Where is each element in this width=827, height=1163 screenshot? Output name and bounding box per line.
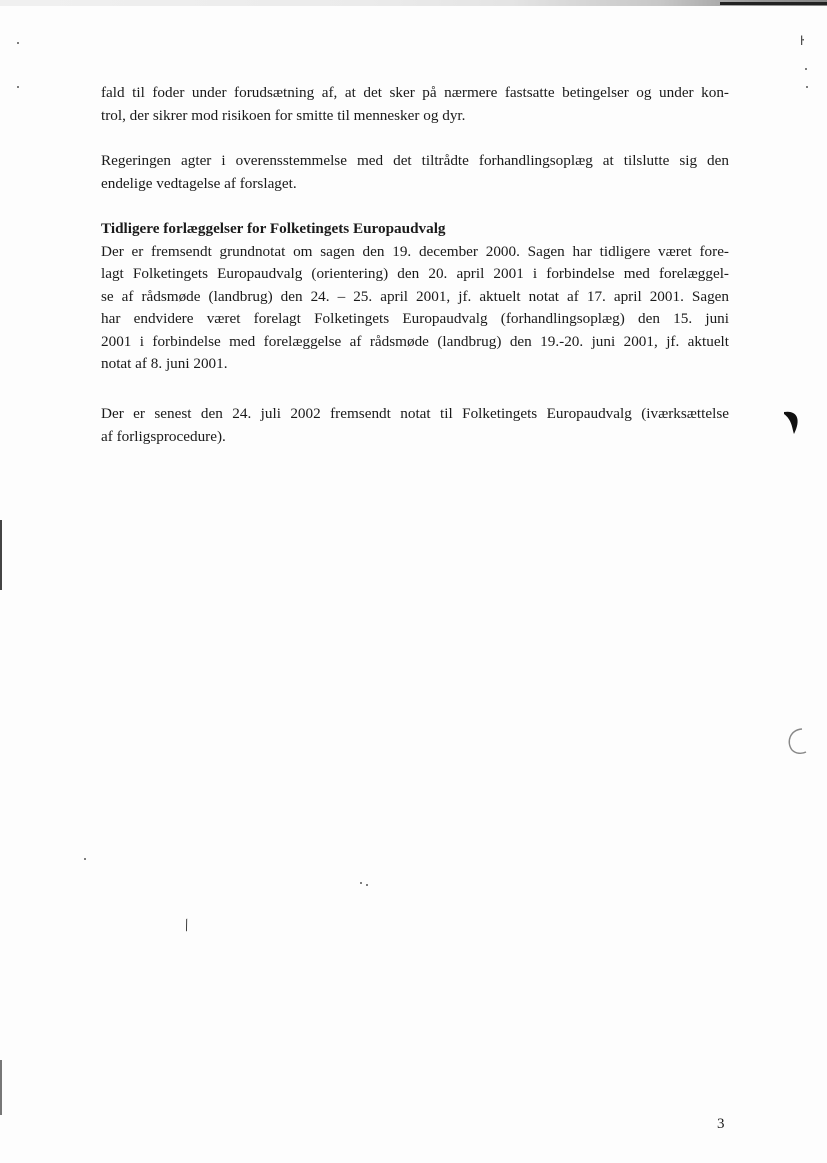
- scan-speck: [17, 42, 19, 44]
- section-previous-submissions: [101, 218, 729, 376]
- scan-mark: ⁄: [182, 918, 193, 934]
- paragraph-line: af forligsprocedure).: [101, 427, 226, 445]
- paragraph-line: lagt Folketingets Europaudvalg (orientering) den 20. april 2001 i forbindelse med forelæggel-: [101, 265, 729, 282]
- paragraph-line: fald til foder under forudsætning af, at det sker på nærmere fastsatte betingelser og under kon-: [101, 84, 729, 101]
- section-heading: Tidligere forlæggelser for Folketingets Europaudvalg: [101, 220, 446, 237]
- paragraph-line: 2001 i forbindelse med forelæggelse af rådsmøde (landbrug) den 19.-20. juni 2001, jf. aktuelt: [101, 332, 729, 350]
- scan-speck: [84, 858, 86, 860]
- scan-left-edge-mark: [0, 1060, 2, 1115]
- punch-hole-mark: [778, 408, 804, 436]
- paragraph-2: [101, 150, 729, 195]
- paragraph-line: Der er fremsendt grundnotat om sagen den 19. december 2000. Sagen har tidligere været fore-: [101, 242, 729, 260]
- scan-speck: [366, 884, 368, 886]
- scan-speck: [805, 68, 807, 70]
- scan-speck: [360, 882, 362, 884]
- paragraph-line: Regeringen agter i overensstemmelse med det tiltrådte forhandlingsoplæg at tilslutte sig den: [101, 152, 729, 169]
- paragraph-line: trol, der sikrer mod risikoen for smitte til mennesker og dyr.: [101, 106, 466, 124]
- scan-speck: [17, 86, 19, 88]
- scan-edge-shadow: [0, 0, 827, 6]
- scan-speck: [806, 86, 808, 88]
- paragraph-line: Der er senest den 24. juli 2002 fremsendt notat til Folketingets Europaudvalg (iværksættelse: [101, 405, 729, 422]
- scan-left-edge-mark: [0, 520, 2, 590]
- paragraph-line: har endvidere været forelagt Folketingets Europaudvalg (forhandlingsoplæg) den 15. juni: [101, 310, 729, 327]
- scan-edge-line: [720, 2, 827, 5]
- paragraph-line: notat af 8. juni 2001.: [101, 355, 228, 372]
- punch-hole-mark: [784, 726, 808, 756]
- paragraph-4: [101, 403, 729, 448]
- paragraph-line: endelige vedtagelse af forslaget.: [101, 174, 297, 192]
- page-number: 3: [717, 1116, 725, 1132]
- scan-mark: ŀ: [800, 34, 805, 48]
- paragraph-line: se af rådsmøde (landbrug) den 24. – 25. april 2001, jf. aktuelt notat af 17. april 2001. Sagen: [101, 287, 729, 305]
- paragraph-1: [101, 82, 729, 127]
